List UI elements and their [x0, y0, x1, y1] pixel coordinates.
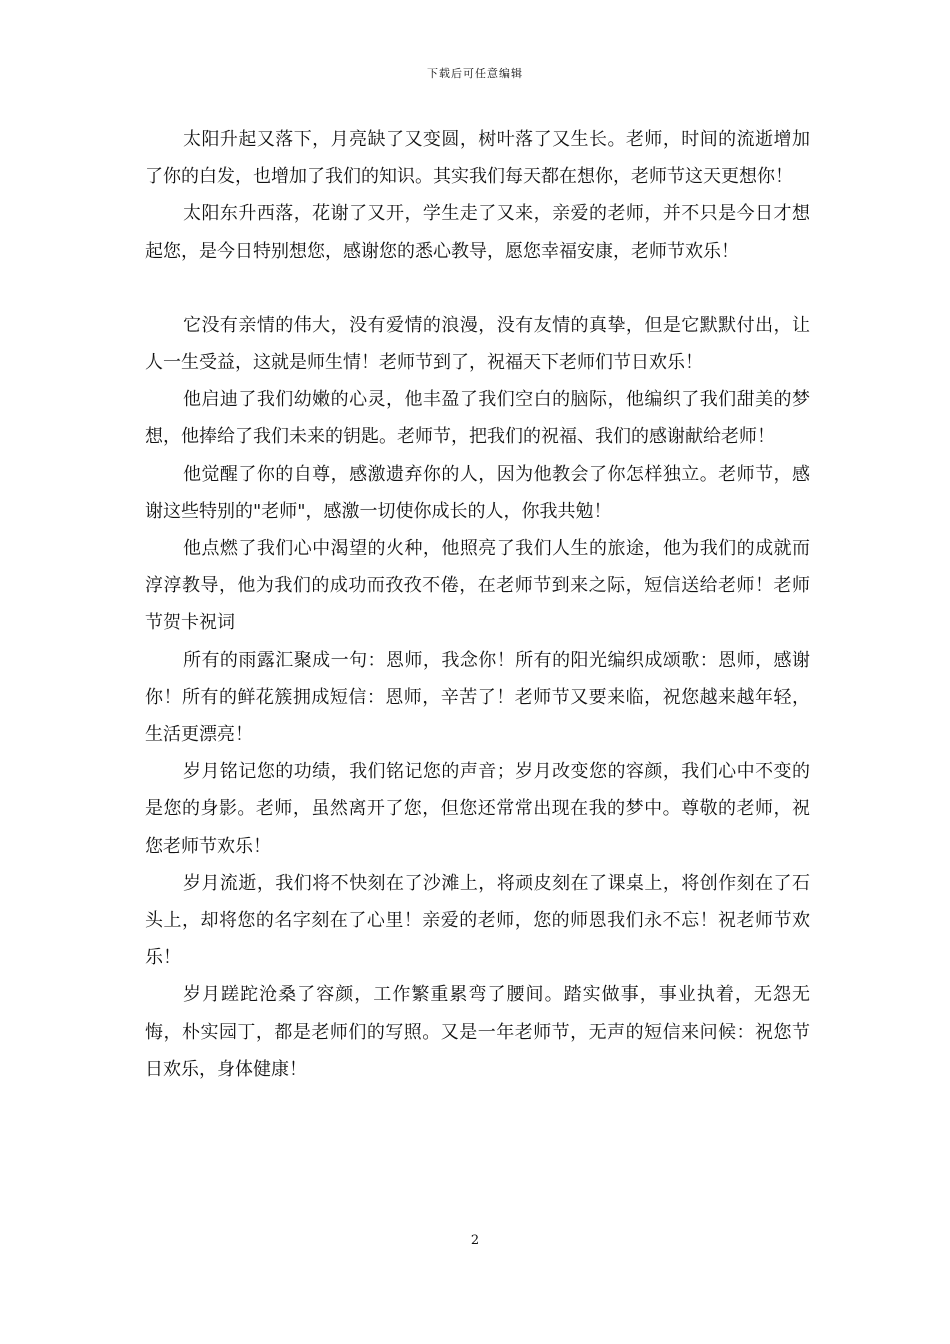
- paragraph: 岁月铭记您的功绩，我们铭记您的声音；岁月改变您的容颜，我们心中不变的是您的身影。老师，虽然离开了您，但您还常常出现在我的梦中。尊敬的老师，祝您老师节欢乐！: [145, 761, 810, 857]
- page-number: 2: [470, 1233, 480, 1248]
- paragraph: 岁月蹉跎沧桑了容颜，工作繁重累弯了腰间。踏实做事，事业执着，无怨无悔，朴实园丁，都是老师们的写照。又是一年老师节，无声的短信来问候：祝您节日欢乐，身体健康！: [145, 984, 810, 1080]
- paragraph: 太阳东升西落，花谢了又开，学生走了又来，亲爱的老师，并不只是今日才想起您，是今日特别想您，感谢您的悉心教导，愿您幸福安康，老师节欢乐！: [145, 203, 810, 262]
- paragraph: 岁月流逝，我们将不快刻在了沙滩上，将顽皮刻在了课桌上，将创作刻在了石头上，却将您的名字刻在了心里！亲爱的老师，您的师恩我们永不忘！祝老师节欢乐！: [145, 872, 810, 969]
- paragraph: 他觉醒了你的自尊，感激遗弃你的人，因为他教会了你怎样独立。老师节，感谢这些特别的"老师"，感激一切使你成长的人，你我共勉！: [145, 463, 810, 522]
- blank-line: [145, 270, 810, 307]
- paragraph: 所有的雨露汇聚成一句：恩师，我念你！所有的阳光编织成颂歌：恩师，感谢你！所有的鲜花簇拥成短信：恩师，辛苦了！老师节又要来临，祝您越来越年轻，生活更漂亮！: [145, 649, 810, 746]
- paragraph: 他点燃了我们心中渴望的火种，他照亮了我们人生的旅途，他为我们的成就而淳淳教导，他为我们的成功而孜孜不倦，在老师节到来之际，短信送给老师！老师节贺卡祝词: [145, 538, 810, 634]
- page-header: 下载后可任意编辑: [427, 67, 523, 80]
- paragraph: 太阳升起又落下，月亮缺了又变圆，树叶落了又生长。老师，时间的流逝增加了你的白发，也增加了我们的知识。其实我们每天都在想你，老师节这天更想你！: [145, 129, 810, 188]
- document-body: [145, 121, 810, 1088]
- paragraph: 它没有亲情的伟大，没有爱情的浪漫，没有友情的真挚，但是它默默付出，让人一生受益，这就是师生情！老师节到了，祝福天下老师们节日欢乐！: [145, 314, 810, 374]
- paragraph: 他启迪了我们幼嫩的心灵，他丰盈了我们空白的脑际，他编织了我们甜美的梦想，他捧给了我们未来的钥匙。老师节，把我们的祝福、我们的感谢献给老师！: [145, 389, 810, 448]
